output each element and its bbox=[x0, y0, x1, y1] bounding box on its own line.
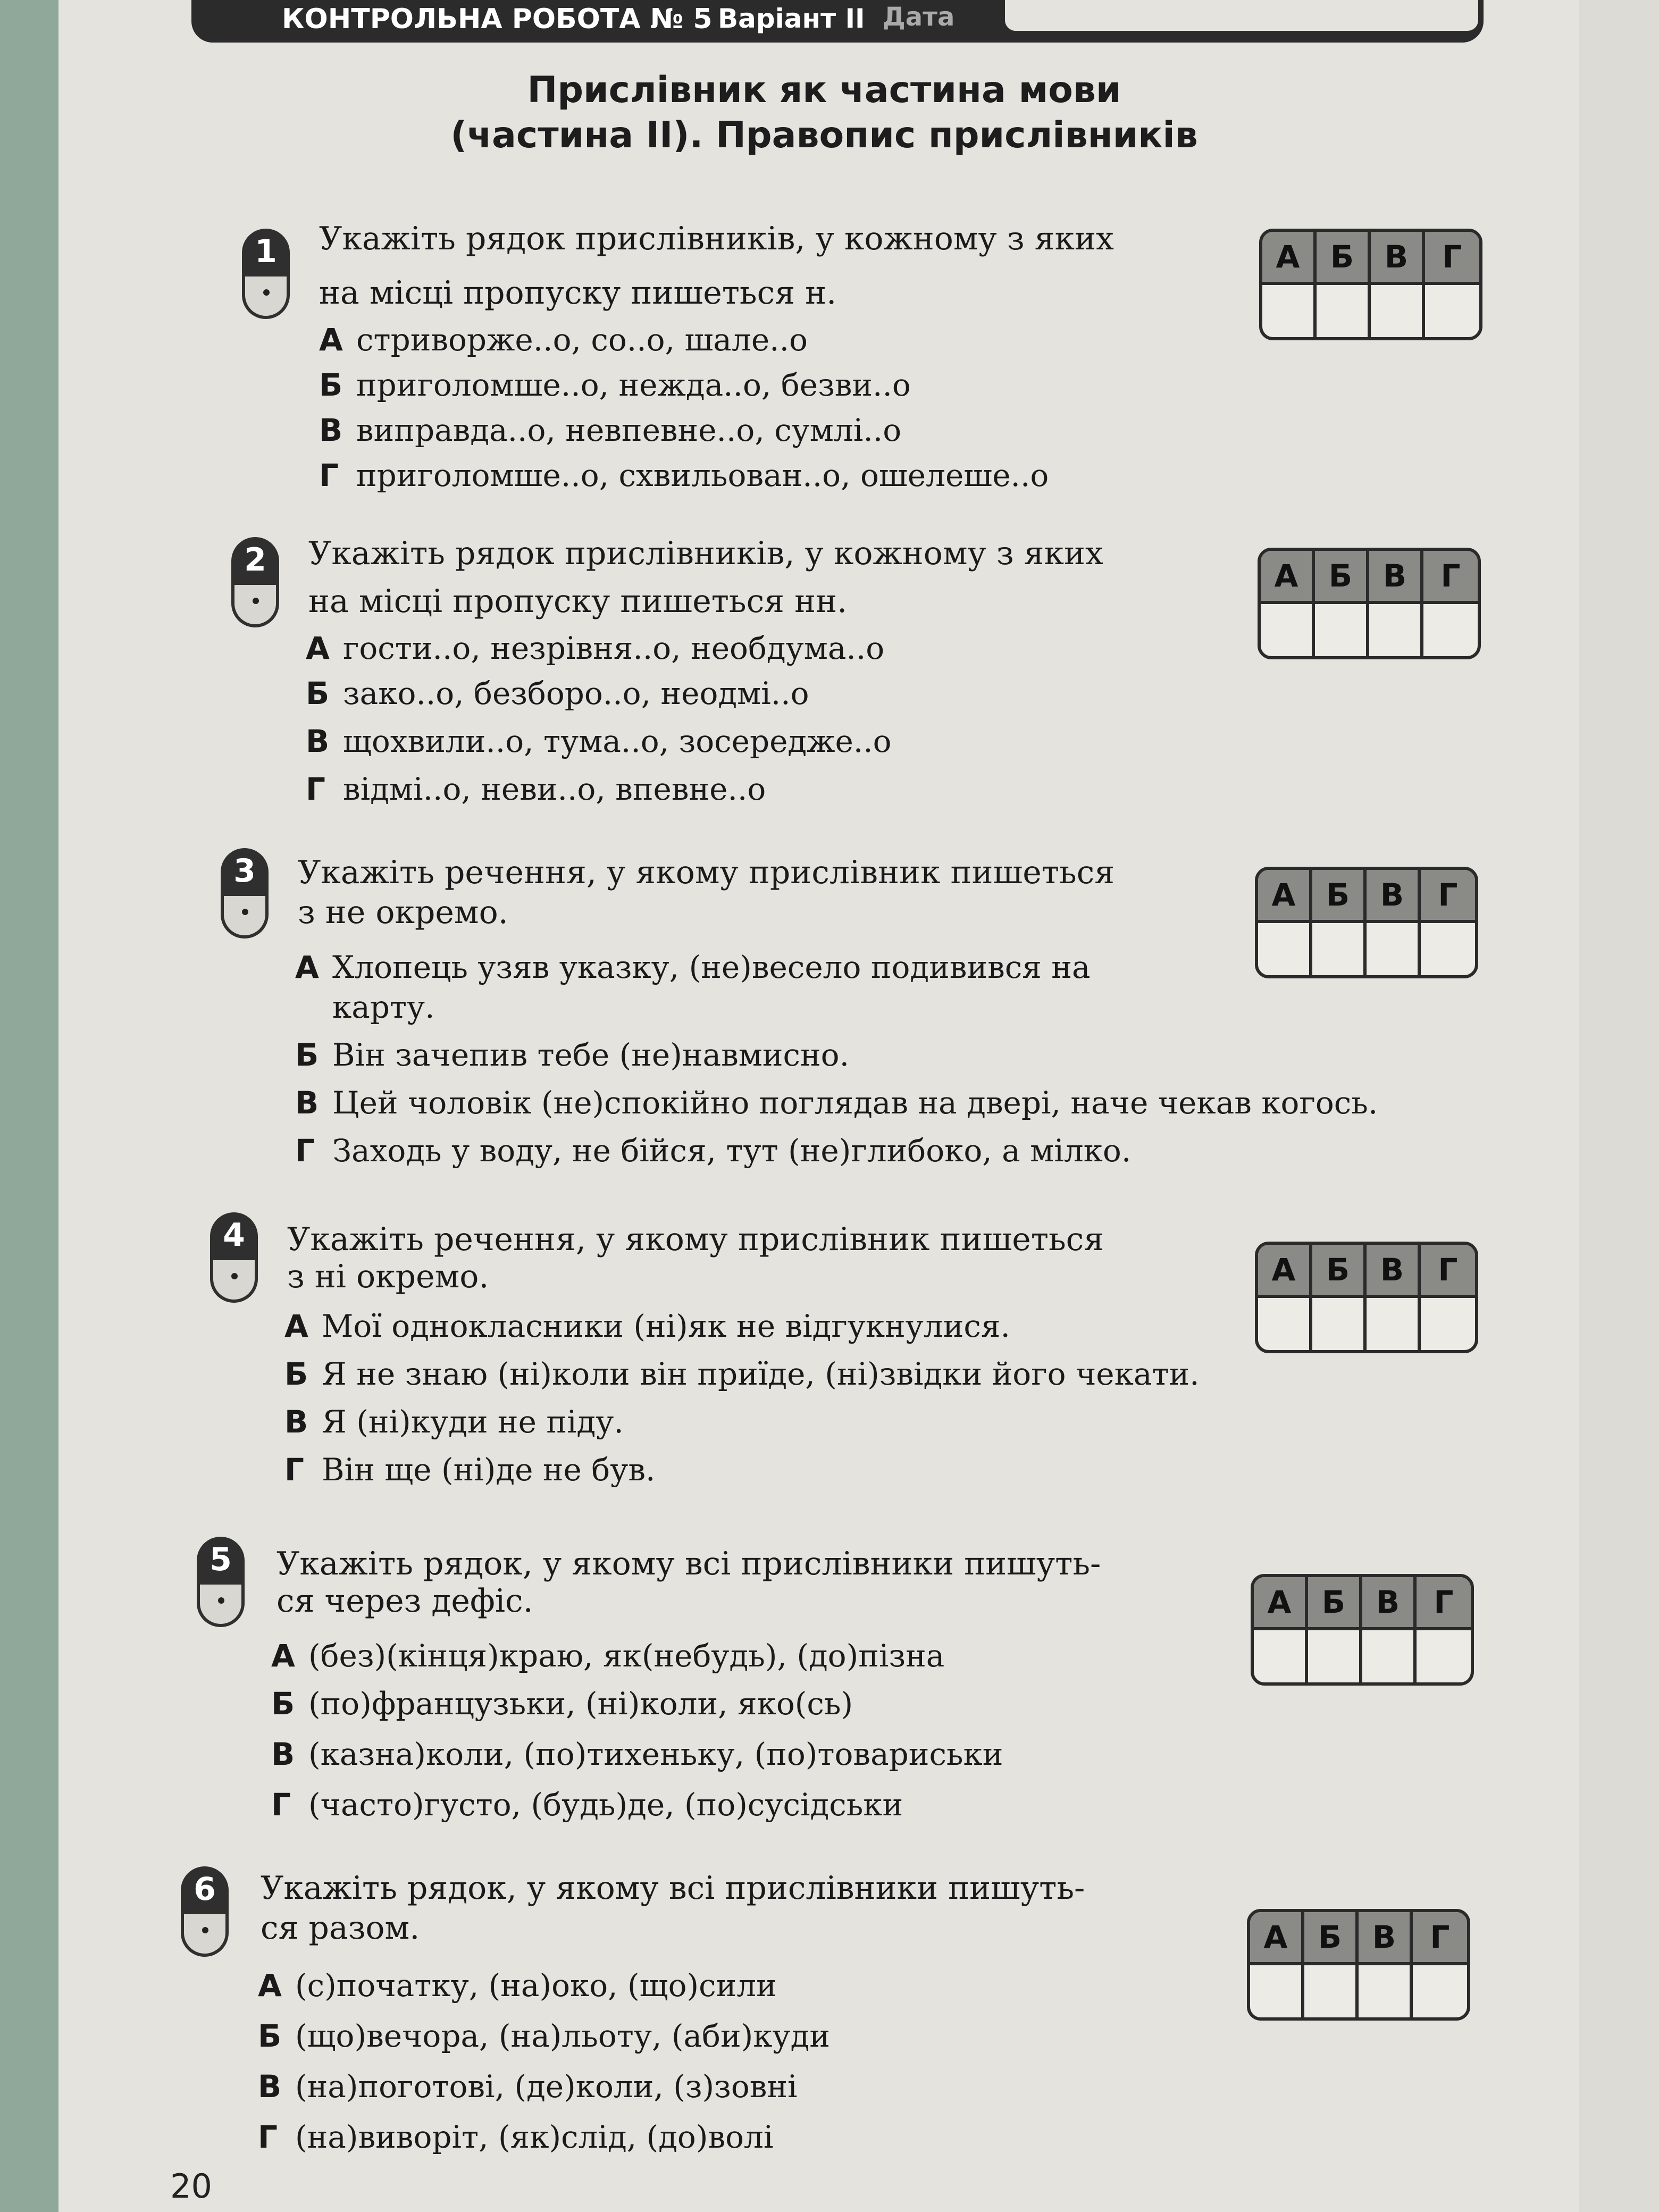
task-number-badge: 6 bbox=[181, 1866, 229, 1957]
answer-option: В щохвили..о, тума..о, зосередже..о bbox=[306, 723, 892, 759]
answer-box[interactable] bbox=[1423, 604, 1478, 659]
dot-icon bbox=[202, 1927, 208, 1933]
answer-box[interactable] bbox=[1258, 1298, 1312, 1353]
answer-box[interactable] bbox=[1315, 604, 1369, 659]
test-header bbox=[191, 0, 1484, 43]
answer-box[interactable] bbox=[1261, 604, 1315, 659]
answer-box[interactable] bbox=[1417, 1630, 1471, 1686]
variant-label: Варіант ІІ bbox=[718, 3, 865, 34]
next-page-edge bbox=[1579, 0, 1659, 2212]
dot-icon bbox=[263, 289, 270, 296]
answer-box[interactable] bbox=[1425, 285, 1479, 340]
question-text: Укажіть рядок прислівників, у кожному з яких bbox=[308, 535, 1103, 572]
question-text: Укажіть рядок, у якому всі прислівники пишуть- bbox=[261, 1870, 1085, 1907]
answer-grid: А Б В Г bbox=[1251, 1574, 1474, 1686]
answer-option: В виправда..о, невпевне..о, сумлі..о bbox=[319, 412, 902, 448]
answer-box[interactable] bbox=[1258, 923, 1312, 978]
answer-option: Б приголомше..о, нежда..о, безви..о bbox=[319, 367, 911, 403]
question-text: з ні окремо. bbox=[287, 1258, 489, 1295]
page-number: 20 bbox=[170, 2167, 212, 2206]
dot-icon bbox=[242, 909, 248, 915]
answer-option: Г (на)виворіт, (як)слід, (до)волі bbox=[258, 2119, 774, 2155]
answer-box[interactable] bbox=[1317, 285, 1371, 340]
answer-option: Б (по)французьки, (ні)коли, яко(сь) bbox=[271, 1686, 853, 1722]
answer-grid: А Б В Г bbox=[1258, 548, 1481, 659]
answer-option: Б зако..о, безборо..о, неодмі..о bbox=[306, 675, 809, 711]
task-number-badge: 1 bbox=[242, 229, 290, 319]
answer-option: Б Він зачепив тебе (не)навмисно. bbox=[295, 1037, 850, 1073]
answer-option: А Мої однокласники (ні)як не відгукнулися. bbox=[284, 1308, 1010, 1344]
answer-option: карту. bbox=[332, 989, 435, 1025]
answer-option: Б Я не знаю (ні)коли він приїде, (ні)звідки його чекати. bbox=[284, 1356, 1200, 1392]
answer-box[interactable] bbox=[1359, 1965, 1413, 2021]
test-title: КОНТРОЛЬНА РОБОТА № 5 bbox=[282, 3, 713, 35]
answer-option: Г відмі..о, неви..о, впевне..о bbox=[306, 771, 766, 807]
answer-option: В Цей чоловік (не)спокійно поглядав на двері, наче чекав когось. bbox=[295, 1085, 1378, 1121]
answer-box[interactable] bbox=[1367, 1298, 1421, 1353]
task-number-badge: 3 bbox=[221, 848, 269, 939]
answer-option: Г приголомше..о, схвильован..о, ошелеше..о bbox=[319, 457, 1049, 493]
task-number-badge: 4 bbox=[210, 1212, 258, 1303]
date-field[interactable] bbox=[1005, 0, 1478, 31]
task-number-badge: 5 bbox=[197, 1537, 245, 1627]
answer-box[interactable] bbox=[1308, 1630, 1362, 1686]
answer-box[interactable] bbox=[1421, 923, 1475, 978]
answer-option: Г Заходь у воду, не бійся, тут (не)глибоко, а мілко. bbox=[295, 1133, 1132, 1169]
answer-box[interactable] bbox=[1371, 285, 1425, 340]
answer-option: В Я (ні)куди не піду. bbox=[284, 1404, 624, 1440]
page-title-line2: (частина ІІ). Правопис прислівників bbox=[450, 114, 1198, 156]
answer-option: В (на)поготові, (де)коли, (з)зовні bbox=[258, 2068, 798, 2105]
answer-option: А стриворже..о, со..о, шале..о bbox=[319, 322, 808, 358]
question-text: на місці пропуску пишеться н. bbox=[319, 274, 837, 312]
answer-option: А гости..о, незрівня..о, необдума..о bbox=[306, 630, 885, 666]
answer-option: Г (часто)густо, (будь)де, (по)сусідськи bbox=[271, 1787, 903, 1823]
answer-box[interactable] bbox=[1312, 1298, 1367, 1353]
answer-option: Г Він ще (ні)де не був. bbox=[284, 1452, 656, 1488]
answer-grid: А Б В Г bbox=[1247, 1909, 1470, 2021]
question-text: Укажіть рядок прислівників, у кожному з яких bbox=[319, 220, 1114, 257]
answer-box[interactable] bbox=[1367, 923, 1421, 978]
answer-box[interactable] bbox=[1312, 923, 1367, 978]
answer-option: Б (що)вечора, (на)льоту, (аби)куди bbox=[258, 2018, 830, 2054]
answer-box[interactable] bbox=[1250, 1965, 1304, 2021]
answer-grid: А Б В Г bbox=[1259, 229, 1482, 340]
page-title-line1: Прислівник як частина мови bbox=[527, 69, 1121, 111]
answer-option: А (без)(кінця)краю, як(небудь), (до)пізна bbox=[271, 1638, 945, 1674]
answer-grid: А Б В Г bbox=[1255, 867, 1478, 978]
answer-box[interactable] bbox=[1369, 604, 1423, 659]
question-text: Укажіть рядок, у якому всі прислівники пишуть- bbox=[276, 1545, 1101, 1582]
dot-icon bbox=[253, 598, 259, 604]
question-text: ся разом. bbox=[261, 1909, 420, 1947]
answer-option: В (казна)коли, (по)тихеньку, (по)товариськи bbox=[271, 1736, 1003, 1772]
dot-icon bbox=[218, 1597, 224, 1604]
answer-box[interactable] bbox=[1421, 1298, 1475, 1353]
question-text: Укажіть речення, у якому прислівник пишеться bbox=[298, 854, 1115, 891]
dot-icon bbox=[231, 1273, 238, 1279]
answer-box[interactable] bbox=[1362, 1630, 1417, 1686]
answer-box[interactable] bbox=[1413, 1965, 1467, 2021]
answer-box[interactable] bbox=[1304, 1965, 1359, 2021]
answer-box[interactable] bbox=[1262, 285, 1317, 340]
question-text: Укажіть речення, у якому прислівник пишеться bbox=[287, 1221, 1104, 1258]
answer-grid: А Б В Г bbox=[1255, 1242, 1478, 1353]
question-text: ся через дефіс. bbox=[276, 1582, 533, 1620]
answer-box[interactable] bbox=[1254, 1630, 1308, 1686]
date-label: Дата bbox=[883, 2, 955, 32]
task-number-badge: 2 bbox=[231, 537, 279, 627]
question-text: з не окремо. bbox=[298, 894, 508, 931]
answer-option: А Хлопець узяв указку, (не)весело подивився на bbox=[295, 949, 1091, 985]
answer-option: А (с)початку, (на)око, (що)сили bbox=[258, 1967, 777, 2004]
question-text: на місці пропуску пишеться нн. bbox=[308, 583, 848, 620]
